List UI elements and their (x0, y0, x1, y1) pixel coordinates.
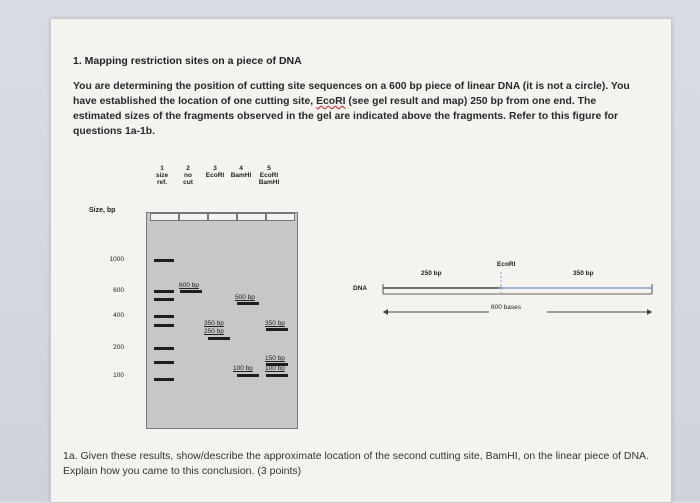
band-label-lane5-150: 150 bp (265, 355, 285, 362)
ladder-band-100 (154, 378, 174, 381)
ladder-label-1000: 1000 (109, 256, 124, 263)
band-label-lane2-600: 600 bp (179, 282, 199, 289)
worksheet-page (50, 18, 672, 503)
intro-paragraph (73, 79, 641, 139)
lane-label: BamHI (230, 172, 252, 179)
lane-number: 3 (213, 165, 217, 172)
well-2 (179, 213, 208, 221)
gel-figure (61, 159, 331, 459)
ecori-term: EcoRI (316, 96, 346, 107)
ladder-band-1000 (154, 259, 174, 262)
ladder-band-150 (154, 361, 174, 364)
ladder-band-600 (154, 290, 174, 293)
band-lane5-100 (266, 374, 288, 377)
well-5 (266, 213, 295, 221)
lane-label: BamHI (258, 179, 280, 186)
band-lane2-600 (180, 290, 202, 293)
question-1a: 1a. Given these results, show/describe the approximate location of the second cutting site, BamHI, on the linear piece of DNA. Explain how you came to this conclusion. (3 points) (63, 450, 649, 477)
ladder-label-200: 200 (113, 344, 124, 351)
band-label-lane4-100: 100 bp (233, 365, 253, 372)
intro-text-after: (see gel result and map) 250 bp from one end. The estimated sizes of the fragments observed in the gel are indicated above the fragments. Refer to this figure for questions 1a-1b. (73, 96, 619, 137)
lane-label: cut (183, 179, 193, 186)
size-axis-label: Size, bp (89, 207, 116, 214)
well-4 (237, 213, 266, 221)
band-lane4-500 (237, 302, 259, 305)
intro-text-before: You are determining the position of cutting site sequences on a 600 bp piece of linear DNA (it is not a circle). You have established the location of one cutting site, (73, 81, 630, 107)
lane-header-2 (175, 165, 201, 186)
lane-label: ref. (156, 179, 168, 186)
lane-label: no (184, 172, 192, 179)
lane-label: size (155, 172, 169, 179)
ladder-label-400: 400 (113, 312, 124, 319)
site-label: EcoRI (497, 261, 516, 268)
dna-map-drawing (321, 249, 671, 359)
band-lane4-100 (237, 374, 259, 377)
band-label-lane3-350: 350 bp (204, 320, 224, 327)
lane-header-5 (254, 165, 284, 186)
lane-header-3 (202, 165, 228, 179)
band-lane5-350 (266, 328, 288, 331)
ladder-band-400 (154, 315, 174, 318)
ladder-band-200 (154, 347, 174, 350)
right-segment-label: 350 bp (573, 270, 594, 277)
dna-map (321, 249, 671, 359)
arrow-right-icon (647, 309, 652, 315)
arrow-left-icon (383, 309, 388, 315)
total-length-label: 600 bases (491, 304, 521, 311)
lane-number: 4 (239, 165, 243, 172)
well-1 (150, 213, 179, 221)
dna-label: DNA (353, 285, 368, 292)
ladder-band-500 (154, 298, 174, 301)
section-heading: 1. Mapping restriction sites on a piece of DNA (73, 55, 302, 67)
ladder-label-600: 600 (113, 287, 124, 294)
lane-header-1 (149, 165, 175, 186)
lane-label: EcoRI (205, 172, 225, 179)
band-lane3-double (208, 337, 230, 340)
gel-box (109, 212, 298, 429)
lane-label: EcoRI (259, 172, 279, 179)
band-label-lane4-500: 500 bp (235, 294, 255, 301)
band-label-lane5-100: 100 bp (265, 365, 285, 372)
band-label-lane5-350: 350 bp (265, 320, 285, 327)
lane-number: 2 (186, 165, 190, 172)
ladder-label-100: 100 (113, 372, 124, 379)
well-3 (208, 213, 237, 221)
lane-header-4 (226, 165, 256, 179)
ladder-band-300 (154, 324, 174, 327)
band-label-lane3-250: 250 bp (204, 328, 224, 335)
lane-number: 5 (267, 165, 271, 172)
left-segment-label: 250 bp (421, 270, 442, 277)
lane-number: 1 (160, 165, 164, 172)
